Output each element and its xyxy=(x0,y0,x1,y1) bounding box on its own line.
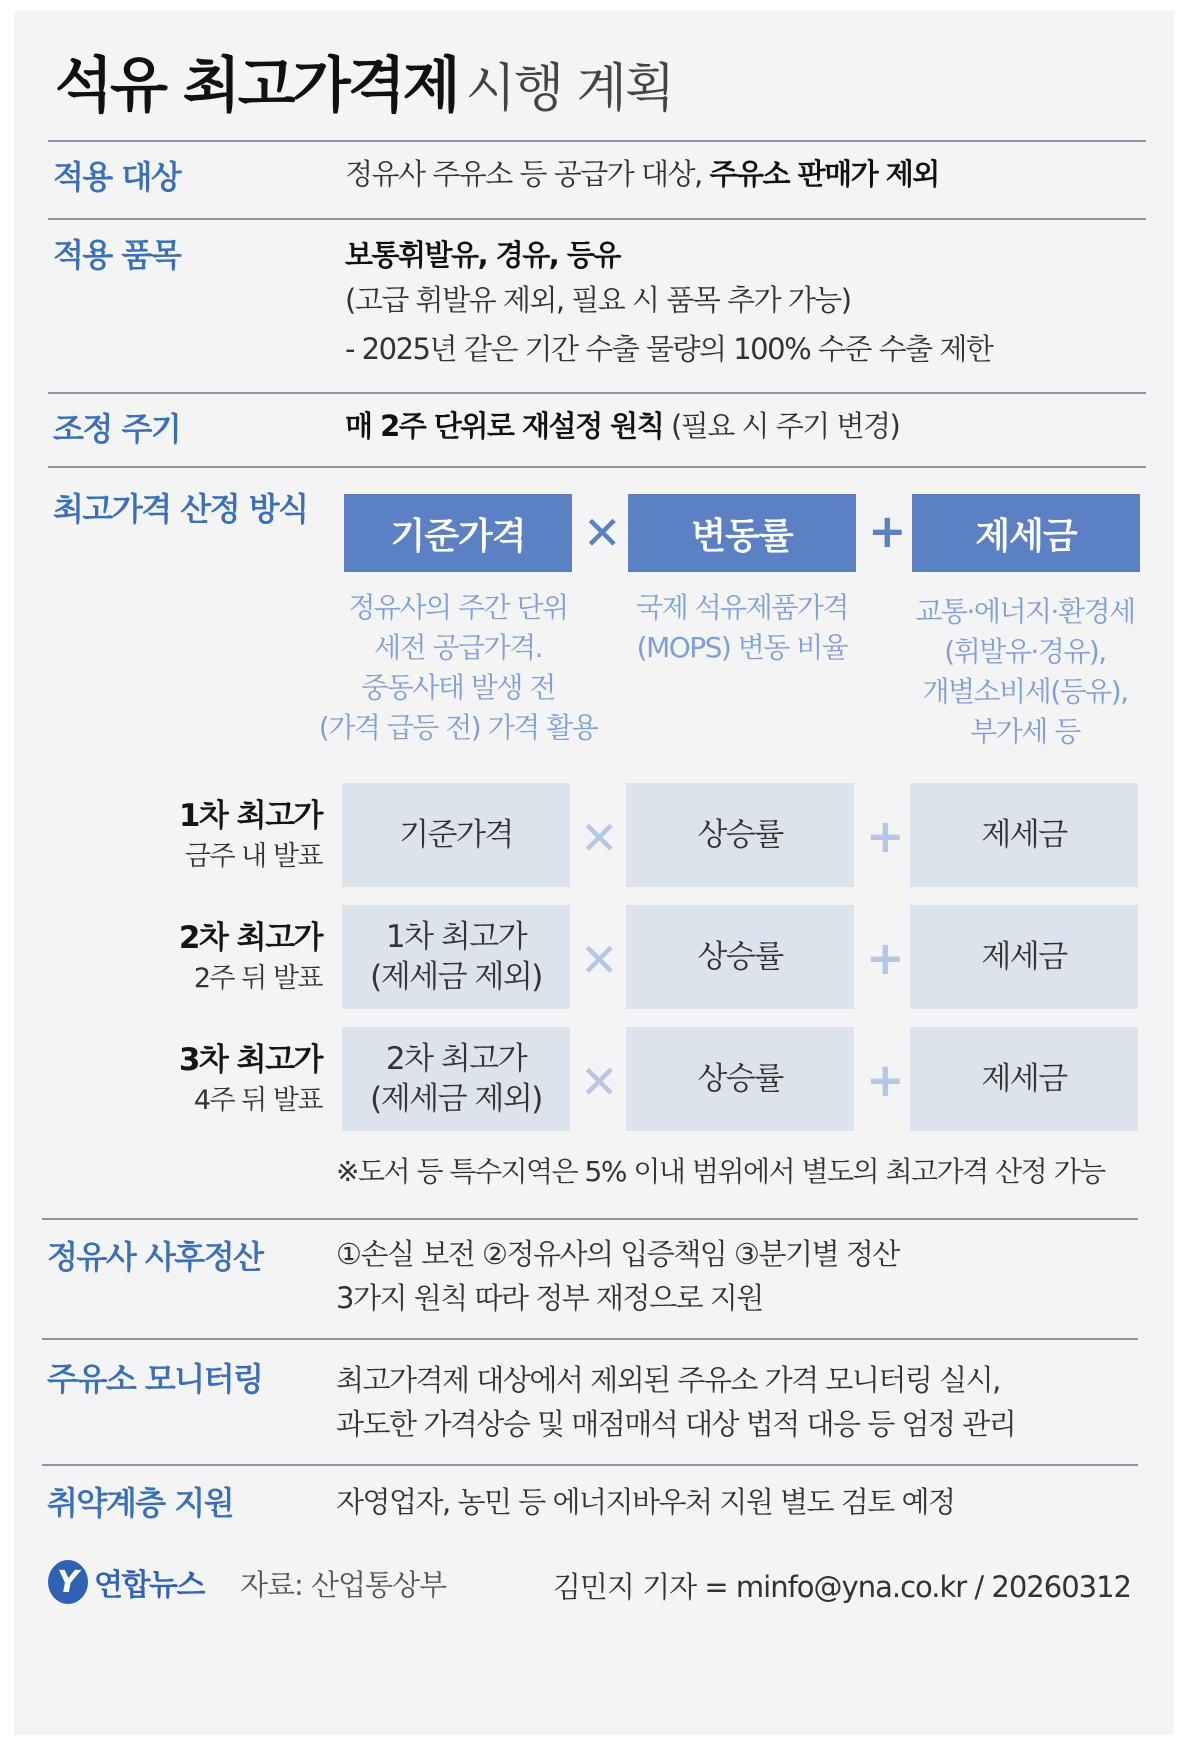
stage-title: 1차 최고가 xyxy=(178,798,322,834)
desc-taxes xyxy=(890,592,1160,752)
plus-icon: + xyxy=(866,1053,905,1107)
divider xyxy=(42,1464,1138,1466)
stage-title: 3차 최고가 xyxy=(178,1042,322,1078)
items-line1-bold: 보통휘발유, 경유, 등유 xyxy=(345,238,620,272)
section-label-cycle: 조정 주기 xyxy=(53,410,181,448)
desc-line: 국제 석유제품가격 xyxy=(636,591,848,624)
cycle-text xyxy=(345,404,899,448)
desc-line: 교통·에너지·환경세 xyxy=(915,595,1135,628)
cycle-bold: 매 2주 단위로 재설정 원칙 xyxy=(345,409,664,443)
times-icon: ✕ xyxy=(580,1055,619,1109)
yonhap-logo-text: 연합뉴스 xyxy=(94,1568,204,1603)
stage-sub: 금주 내 발표 xyxy=(184,841,322,872)
formula-box-change-rate: 변동률 xyxy=(628,494,856,572)
stage-cell-c xyxy=(910,783,1138,887)
items-line2: (고급 휘발유 제외, 필요 시 품목 추가 가능) xyxy=(345,283,851,317)
section-label-method: 최고가격 산정 방식 xyxy=(53,490,308,528)
monitoring-line2: 과도한 가격상승 및 매점매석 대상 법적 대응 등 엄정 관리 xyxy=(336,1407,1016,1441)
items-line3: - 2025년 같은 기간 수출 물량의 100% 수준 수출 제한 xyxy=(345,332,993,366)
stage-sub: 4주 뒤 발표 xyxy=(193,1085,322,1116)
divider xyxy=(48,466,1146,468)
page-title xyxy=(55,38,673,124)
plus-icon: + xyxy=(868,504,907,558)
cell-line: 상승률 xyxy=(697,817,783,853)
target-bold: 주유소 판매가 제외 xyxy=(709,157,939,191)
desc-line: (휘발유·경유), xyxy=(944,635,1106,668)
cell-line: 제세금 xyxy=(981,1061,1067,1097)
stage-cell-b xyxy=(626,905,854,1009)
cell-line: 1차 최고가 xyxy=(385,919,527,955)
desc-line: 중동사태 발생 전 xyxy=(361,671,555,704)
section-label-monitoring: 주유소 모니터링 xyxy=(47,1360,263,1398)
support-text: 자영업자, 농민 등 에너지바우처 지원 별도 검토 예정 xyxy=(336,1485,955,1519)
cycle-normal: (필요 시 주기 변경) xyxy=(670,409,900,443)
yonhap-logo-icon: Y xyxy=(48,1560,88,1604)
times-icon: ✕ xyxy=(580,811,619,865)
section-label-items: 적용 품목 xyxy=(53,236,181,274)
formula-box-taxes: 제세금 xyxy=(912,494,1140,572)
divider xyxy=(42,1218,1138,1220)
cell-line: 제세금 xyxy=(981,939,1067,975)
target-normal: 정유사 주유소 등 공급가 대상, xyxy=(345,157,702,191)
desc-line: (MOPS) 변동 비율 xyxy=(636,631,848,664)
cell-line: 기준가격 xyxy=(399,817,513,853)
cell-line: 상승률 xyxy=(697,1061,783,1097)
section-label-settlement: 정유사 사후정산 xyxy=(47,1238,263,1276)
source-text: 자료: 산업통상부 xyxy=(240,1568,447,1602)
section-label-target: 적용 대상 xyxy=(53,158,181,196)
divider xyxy=(48,392,1146,394)
desc-base-price xyxy=(316,588,600,748)
desc-line: 부가세 등 xyxy=(970,715,1080,748)
divider xyxy=(48,140,1146,142)
desc-change-rate xyxy=(612,588,872,668)
stage-sub: 2주 뒤 발표 xyxy=(193,963,322,994)
yonhap-logo xyxy=(48,1560,204,1604)
title-light: 시행 계획 xyxy=(465,59,674,119)
note-text: ※도서 등 특수지역은 5% 이내 범위에서 별도의 최고가격 산정 가능 xyxy=(336,1155,1105,1188)
desc-line: (가격 급등 전) 가격 활용 xyxy=(318,711,598,744)
target-text xyxy=(345,152,939,196)
plus-icon: + xyxy=(866,809,905,863)
title-bold: 석유 최고가격제 xyxy=(55,51,458,121)
stage-cell-c xyxy=(910,905,1138,1009)
divider xyxy=(48,218,1146,220)
cell-line: 제세금 xyxy=(981,817,1067,853)
plus-icon: + xyxy=(866,931,905,985)
desc-line: 개별소비세(등유), xyxy=(922,675,1128,708)
stage-title: 2차 최고가 xyxy=(178,920,322,956)
cell-line: (제세금 제외) xyxy=(370,1081,542,1117)
stage-cell-a xyxy=(342,1027,570,1131)
stage-cell-a xyxy=(342,783,570,887)
cell-line: (제세금 제외) xyxy=(370,959,542,995)
stage-cell-b xyxy=(626,1027,854,1131)
formula-box-base-price: 기준가격 xyxy=(344,494,572,572)
times-icon: ✕ xyxy=(583,506,622,560)
credit-text: 김민지 기자 = minfo@yna.co.kr / 20260312 xyxy=(552,1570,1131,1604)
cell-line: 상승률 xyxy=(697,939,783,975)
desc-line: 정유사의 주간 단위 xyxy=(348,591,568,624)
settlement-line1: ①손실 보전 ②정유사의 입증책임 ③분기별 정산 xyxy=(336,1237,899,1271)
stage-cell-b xyxy=(626,783,854,887)
section-label-support: 취약계층 지원 xyxy=(47,1484,234,1522)
items-line1 xyxy=(345,233,620,277)
divider xyxy=(42,1338,1138,1340)
stage-cell-a xyxy=(342,905,570,1009)
desc-line: 세전 공급가격. xyxy=(373,631,543,664)
stage-cell-c xyxy=(910,1027,1138,1131)
settlement-line2: 3가지 원칙 따라 정부 재정으로 지원 xyxy=(336,1281,763,1315)
monitoring-line1: 최고가격제 대상에서 제외된 주유소 가격 모니터링 실시, xyxy=(336,1363,1000,1397)
cell-line: 2차 최고가 xyxy=(385,1041,527,1077)
times-icon: ✕ xyxy=(580,933,619,987)
